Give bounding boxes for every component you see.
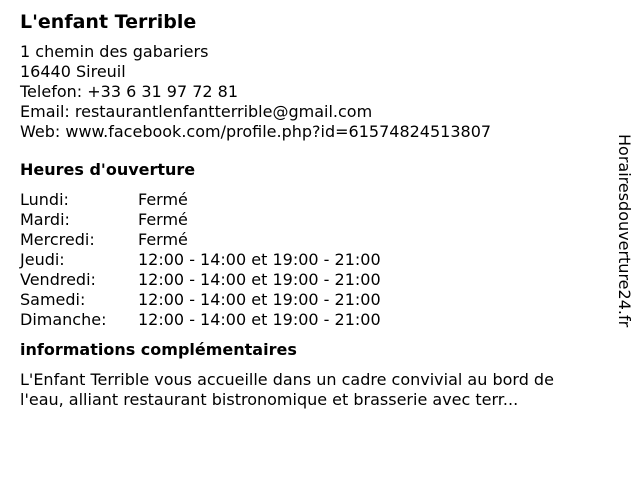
day-label: Lundi: — [20, 190, 69, 209]
hours-row-wednesday — [20, 230, 600, 250]
hours-row-tuesday — [20, 210, 600, 230]
day-label: Samedi: — [20, 290, 86, 309]
day-hours: 12:00 - 14:00 et 19:00 - 21:00 — [138, 290, 381, 309]
email-line: Email: restaurantlenfantterrible@gmail.com — [20, 102, 373, 121]
day-label: Jeudi: — [20, 250, 65, 269]
hours-row-saturday — [20, 290, 600, 310]
day-hours: Fermé — [138, 210, 188, 229]
day-label: Vendredi: — [20, 270, 96, 289]
hours-row-monday — [20, 190, 600, 210]
day-label: Dimanche: — [20, 310, 107, 329]
business-name: L'enfant Terrible — [20, 11, 197, 33]
day-hours: 12:00 - 14:00 et 19:00 - 21:00 — [138, 310, 381, 329]
day-hours: 12:00 - 14:00 et 19:00 - 21:00 — [138, 270, 381, 289]
address-city: 16440 Sireuil — [20, 62, 126, 81]
hours-row-thursday — [20, 250, 600, 270]
phone-line: Telefon: +33 6 31 97 72 81 — [20, 82, 239, 101]
web-line: Web: www.facebook.com/profile.php?id=61574824513807 — [20, 122, 492, 141]
hours-row-friday — [20, 270, 600, 290]
day-label: Mardi: — [20, 210, 70, 229]
watermark-text: Horairesdouverture24.fr — [615, 134, 634, 328]
opening-hours-heading: Heures d'ouverture — [20, 160, 196, 179]
day-hours: Fermé — [138, 230, 188, 249]
day-label: Mercredi: — [20, 230, 95, 249]
address-street: 1 chemin des gabariers — [20, 42, 209, 61]
day-hours: Fermé — [138, 190, 188, 209]
additional-info-text: L'Enfant Terrible vous accueille dans un cadre convivial au bord de l'eau, alliant restaurant bistronomique et brasserie avec terr... — [20, 370, 554, 409]
day-hours: 12:00 - 14:00 et 19:00 - 21:00 — [138, 250, 381, 269]
opening-hours-table — [20, 190, 600, 330]
business-card — [20, 10, 600, 410]
additional-info-heading: informations complémentaires — [20, 340, 297, 359]
hours-row-sunday — [20, 310, 600, 330]
